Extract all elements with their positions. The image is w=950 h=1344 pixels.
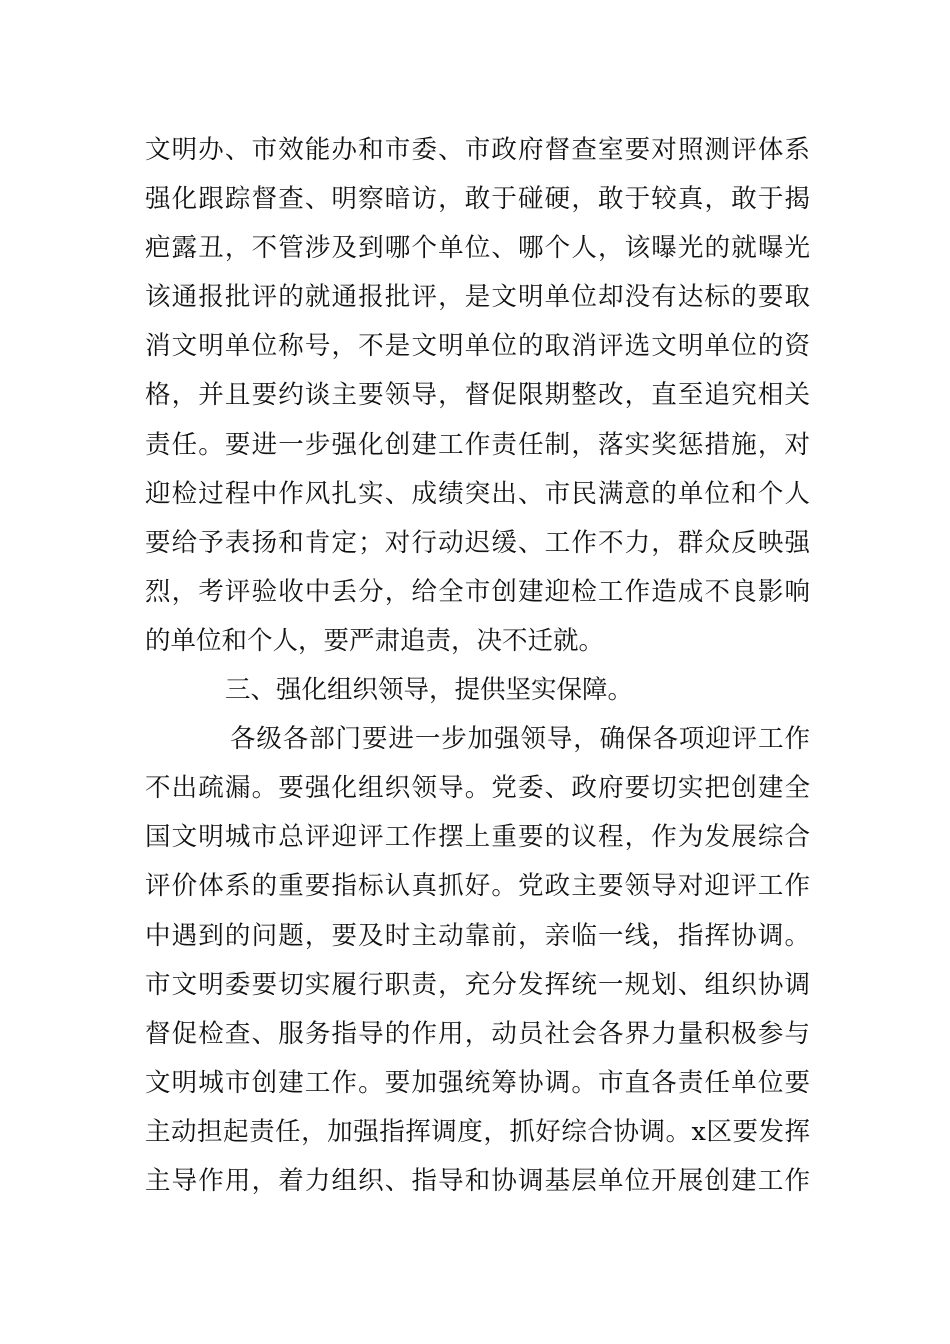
paragraph-line: 烈，考评验收中丢分，给全市创建迎检工作造成不良影响 bbox=[145, 576, 810, 607]
paragraph-line: 的单位和个人，要严肃追责，决不迁就。 bbox=[145, 625, 605, 656]
section-heading: 三、强化组织领导，提供坚实保障。 bbox=[225, 675, 634, 706]
paragraph-line: 国文明城市总评迎评工作摆上重要的议程，作为发展综合 bbox=[145, 822, 810, 853]
paragraph-line: 市文明委要切实履行职责，充分发挥统一规划、组织协调 bbox=[145, 969, 810, 1000]
paragraph-line: 格，并且要约谈主要领导，督促限期整改，直至追究相关 bbox=[145, 380, 810, 411]
paragraph-line: 文明城市创建工作。要加强统筹协调。市直各责任单位要 bbox=[145, 1067, 810, 1098]
paragraph-line: 评价体系的重要指标认真抓好。党政主要领导对迎评工作 bbox=[145, 871, 810, 902]
paragraph-line: 各级各部门要进一步加强领导，确保各项迎评工作 bbox=[230, 724, 810, 755]
paragraph-line: 消文明单位称号，不是文明单位的取消评选文明单位的资 bbox=[145, 331, 810, 362]
paragraph-line: 中遇到的问题，要及时主动靠前，亲临一线，指挥协调。 bbox=[145, 920, 810, 951]
paragraph-line: 要给予表扬和肯定；对行动迟缓、工作不力，群众反映强 bbox=[145, 527, 810, 558]
paragraph-line: 主导作用，着力组织、指导和协调基层单位开展创建工作 bbox=[145, 1165, 810, 1196]
paragraph-line: 文明办、市效能办和市委、市政府督查室要对照测评体系 bbox=[145, 135, 810, 165]
paragraph-line: 该通报批评的就通报批评，是文明单位却没有达标的要取 bbox=[145, 282, 810, 313]
paragraph-line: 责任。要进一步强化创建工作责任制，落实奖惩措施，对 bbox=[145, 429, 810, 460]
document-body bbox=[145, 126, 810, 1206]
paragraph-line: 不出疏漏。要强化组织领导。党委、政府要切实把创建全 bbox=[145, 773, 810, 804]
paragraph-line: 主动担起责任，加强指挥调度，抓好综合协调。x区要发挥 bbox=[145, 1116, 810, 1147]
paragraph-line: 迎检过程中作风扎实、成绩突出、市民满意的单位和个人 bbox=[145, 478, 810, 509]
paragraph-line: 疤露丑，不管涉及到哪个单位、哪个人，该曝光的就曝光 bbox=[145, 233, 810, 264]
paragraph-line: 督促检查、服务指导的作用，动员社会各界力量积极参与 bbox=[145, 1018, 810, 1049]
paragraph-line: 强化跟踪督查、明察暗访，敢于碰硬，敢于较真，敢于揭 bbox=[145, 184, 810, 215]
